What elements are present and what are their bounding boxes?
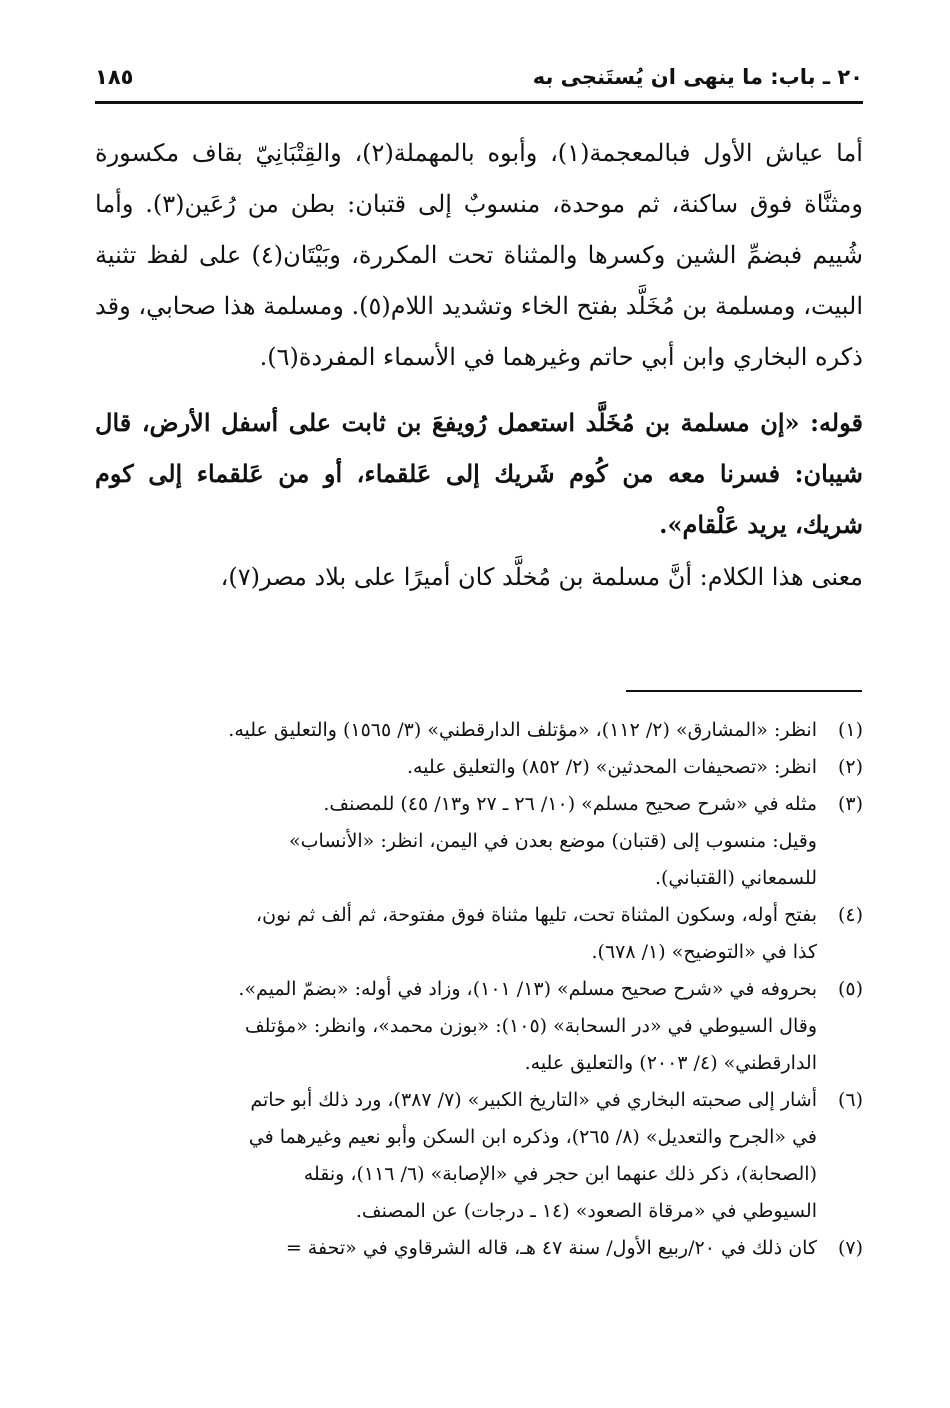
paragraph — [95, 552, 863, 603]
footnote-number: (٧) — [837, 1237, 863, 1259]
text-line: اللام(٥). ومسلمة هذا صحابي، وقد ذكره البخاري وابن أبي حاتم — [95, 292, 863, 371]
footnote-number: (٤) — [837, 904, 863, 926]
text-line: معنى هذا الكلام: أنَّ مسلمة بن مُخلَّد كان أميرًا على بلاد مصر(٧)، — [220, 563, 863, 591]
text-line: أما عياش الأول فبالمعجمة(١)، وأبوه بالمهملة(٢)، والقِتْبَانِيّ بقاف — [191, 139, 863, 167]
footnote-text — [95, 712, 817, 749]
footnote-line: كذا في «التوضيح» (١/ ٦٧٨). — [591, 941, 817, 963]
footnote-line: كان ذلك في ٢٠/ربيع الأول/ سنة ٤٧ هـ، قاله الشرقاوي في «تحفة = — [285, 1237, 817, 1259]
header-divider — [95, 101, 863, 104]
page-number: ١٨٥ — [95, 65, 134, 89]
text-line: رُعَين(٣). وأما شُييم فبضمِّ الشين وكسرها والمثناة تحت المكررة، — [95, 190, 863, 269]
footnote — [95, 897, 863, 971]
footnote — [95, 749, 863, 786]
footnote-line: بفتح أوله، وسكون المثناة تحت، تليها مثناة فوق مفتوحة، ثم ألف ثم نون، — [256, 904, 817, 926]
footnote — [95, 1230, 863, 1267]
page-header — [95, 58, 863, 96]
footnote-line: للسمعاني (القتباني). — [654, 867, 817, 889]
quoted-paragraph — [95, 397, 863, 550]
text-line: مكسورة ومثنَّاة فوق ساكنة، ثم موحدة، منسوبٌ إلى قتبان: بطن من — [95, 139, 863, 218]
footnote-line: انظر: «تصحيفات المحدثين» (٢/ ٨٥٢) والتعليق عليه. — [406, 756, 817, 778]
footnote-line: في «الجرح والتعديل» (٨/ ٢٦٥)، وذكره ابن السكن وأبو نعيم وغيرهما في — [248, 1126, 817, 1148]
footnote-text — [95, 1230, 817, 1267]
footnote — [95, 712, 863, 749]
text-line: قوله: «إن مسلمة بن مُخَلَّد استعمل رُويفعَ بن ثابت على أسفل — [221, 408, 863, 437]
footnote — [95, 971, 863, 1082]
footnote-text — [95, 749, 817, 786]
footnote-text — [95, 786, 817, 897]
footnote-line: وقال السيوطي في «در السحابة» (١٠٥): «بوزن محمد»، وانظر: «مؤتلف — [244, 1015, 817, 1037]
text-line: وبَيْتَان(٤) على لفظ تثنية البيت، ومسلمة بن مُخَلَّد بفتح الخاء وتشديد — [95, 241, 863, 320]
footnotes — [95, 712, 863, 1267]
chapter-title: ٢٠ ـ باب: ما ينهى ان يُستَنجى به — [532, 65, 863, 89]
footnote-line: الدارقطني» (٤/ ٢٠٠٣) والتعليق عليه. — [524, 1052, 817, 1074]
footnote-number: (٥) — [837, 978, 863, 1000]
text-line: وغيرهما في الأسماء المفردة(٦). — [259, 343, 582, 371]
text-line: عَلقماء إلى كوم شريك، يريد عَلْقام». — [95, 459, 863, 539]
footnote-line: بحروفه في «شرح صحيح مسلم» (١٣/ ١٠١)، وزاد في أوله: «بضمّ الميم». — [238, 978, 817, 1000]
footnote-text — [95, 971, 817, 1082]
footnote-number: (٦) — [837, 1089, 863, 1111]
footnote-divider — [626, 690, 862, 692]
footnote — [95, 786, 863, 897]
footnote-line: السيوطي في «مرقاة الصعود» (١٤ ـ درجات) عن المصنف. — [355, 1200, 817, 1222]
footnote-line: وقيل: منسوب إلى (قتبان) موضع بعدن في اليمن، انظر: «الأنساب» — [289, 830, 817, 852]
footnote-text — [95, 1082, 817, 1230]
paragraph — [95, 128, 863, 383]
footnote-number: (٣) — [837, 793, 863, 815]
footnote-number: (١) — [837, 719, 863, 741]
footnote — [95, 1082, 863, 1230]
footnote-line: انظر: «المشارق» (٢/ ١١٢)، «مؤتلف الدارقطني» (٣/ ١٥٦٥) والتعليق عليه. — [228, 719, 817, 741]
footnote-line: أشار إلى صحبته البخاري في «التاريخ الكبير» (٧/ ٣٨٧)، ورد ذلك أبو حاتم — [250, 1089, 817, 1111]
text-line: الأرض، قال شيبان: فسرنا معه من كُوم شَريك إلى عَلقماء، أو من — [95, 408, 863, 488]
main-text — [95, 128, 863, 603]
footnote-text — [95, 897, 817, 971]
footnote-line: مثله في «شرح صحيح مسلم» (١٠/ ٢٦ ـ ٢٧ و١٣/ ٤٥) للمصنف. — [323, 793, 817, 815]
footnote-number: (٢) — [837, 756, 863, 778]
footnote-line: (الصحابة)، ذكر ذلك عنهما ابن حجر في «الإصابة» (٦/ ١١٦)، ونقله — [303, 1163, 817, 1185]
